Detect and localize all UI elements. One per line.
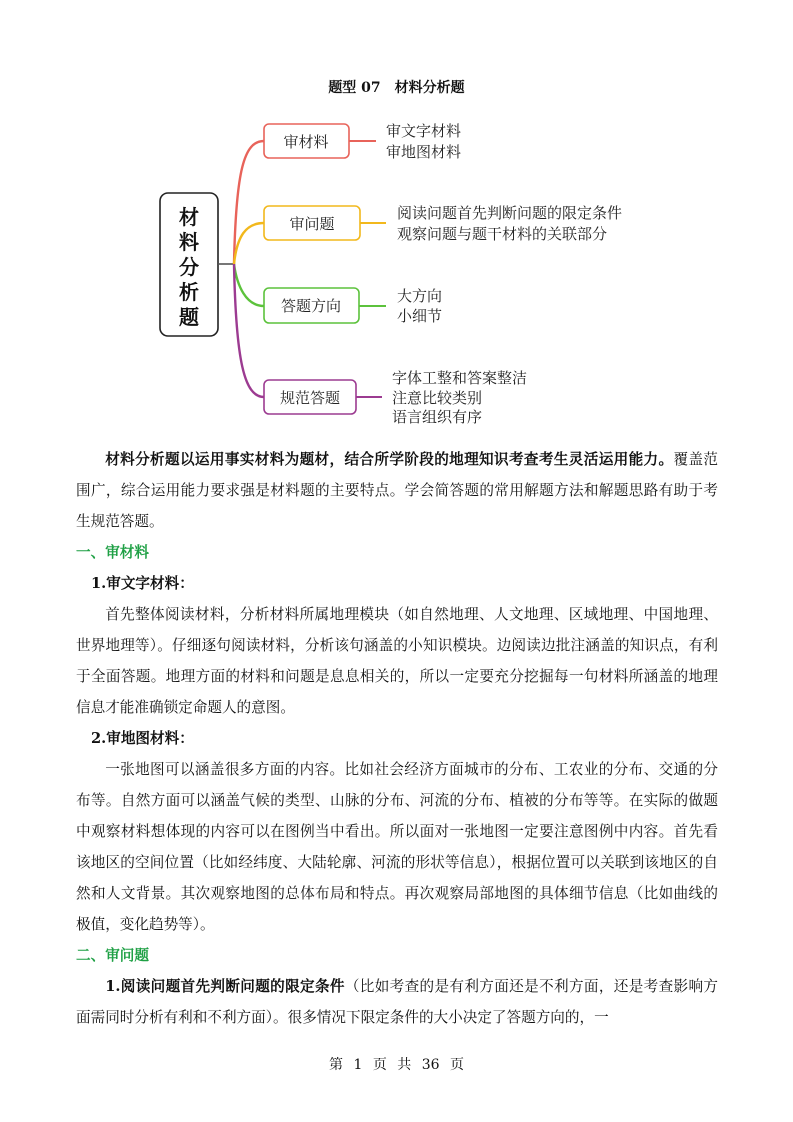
mindmap-leaf: 阅读问题首先判断问题的限定条件 (397, 204, 623, 222)
mindmap-center-char: 析 (179, 280, 199, 304)
intro-bold: 材料分析题以运用事实材料为题材，结合所学阶段的地理知识考查考生灵活运用能力。 (105, 451, 674, 468)
paragraph-question (76, 971, 718, 1033)
intro-paragraph (76, 444, 718, 537)
mindmap-branch-label: 审材料 (283, 133, 329, 151)
mindmap-connector-2 (234, 223, 264, 264)
section-heading-1: 一、审材料 (76, 544, 149, 561)
mindmap-center-char: 分 (179, 255, 199, 279)
footer-word: 页 (372, 1057, 387, 1073)
mindmap-leaf: 小细节 (397, 307, 443, 325)
mindmap-leaf: 语言组织有序 (392, 408, 483, 426)
mindmap-center-char: 料 (179, 230, 199, 254)
mindmap-leaf: 观察问题与题干材料的关联部分 (397, 225, 608, 243)
footer-word: 第 (328, 1057, 343, 1073)
mindmap-leaf: 审文字材料 (386, 122, 462, 140)
page-footer (0, 1054, 793, 1074)
mindmap-center-char: 题 (179, 305, 199, 329)
question-bold: 1.阅读问题首先判断问题的限定条件 (105, 978, 345, 995)
mindmap-branch-label: 规范答题 (279, 389, 341, 407)
paragraph-text-material: 首先整体阅读材料，分析材料所属地理模块（如自然地理、人文地理、区域地理、中国地理、世界地理等）。仔细逐句阅读材料，分析该句涵盖的小知识模块。边阅读边批注涵盖的知识点，有利于全面答题。地理方面的材料和问题是息息相关的，所以一定要充分挖掘每一句材料所涵盖的地理信息才能准确锁定命题人的意图。 (76, 606, 718, 716)
paragraph-map-material: 一张地图可以涵盖很多方面的内容。比如社会经济方面城市的分布、工农业的分布、交通的分布等。自然方面可以涵盖气候的类型、山脉的分布、河流的分布、植被的分布等等。在实际的做题中观察材料想体现的内容可以在图例当中看出。所以面对一张地图一定要注意图例中内容。首先看该地区的空间位置（比如经纬度、大陆轮廓、河流的形状等信息），根据位置可以关联到该地区的自然和人文背景。其次观察地图的总体布局和特点。再次观察局部地图的具体细节信息（比如曲线的极值，变化趋势等）。 (76, 761, 718, 933)
footer-page-number: 1 (353, 1057, 363, 1073)
mind-map (0, 100, 793, 435)
mindmap-center-char: 材 (179, 205, 199, 229)
footer-word: 共 (397, 1057, 412, 1073)
mindmap-leaf: 注意比较类别 (392, 389, 483, 407)
page-title: 题型 07 材料分析题 (328, 80, 465, 96)
question-rest: （比如考查的是有利方面还是不利方面，还是考查影响方面需同时分析有利和不利方面）。很多情况下限定条件的大小决定了答题方向的，一 (76, 978, 718, 1026)
intro-rest: 覆盖范围广，综合运用能力要求强是材料题的主要特点。学会简答题的常用解题方法和解题思路有助于考生规范答题。 (76, 451, 718, 530)
mindmap-leaf: 字体工整和答案整洁 (392, 369, 528, 387)
footer-total-pages: 36 (421, 1057, 440, 1073)
subheading-text-material: 1.审文字材料： (91, 575, 194, 592)
body-text (76, 444, 718, 1033)
mindmap-connector-3 (234, 264, 264, 306)
mindmap-leaf: 大方向 (397, 287, 443, 305)
section-heading-2: 二、审问题 (76, 947, 149, 964)
footer-word: 页 (450, 1057, 464, 1073)
mindmap-branch-label: 审问题 (289, 215, 335, 233)
mindmap-branch-label: 答题方向 (280, 297, 342, 315)
subheading-map-material: 2.审地图材料： (91, 730, 194, 747)
mindmap-leaf: 审地图材料 (386, 143, 462, 161)
